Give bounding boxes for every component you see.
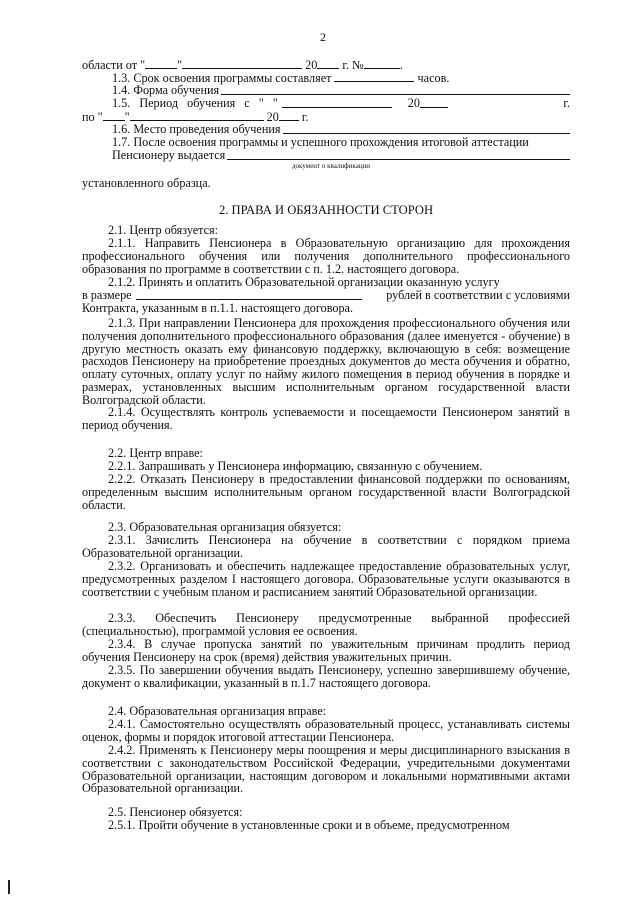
clause-2-4-2: 2.4.2. Применять к Пенсионеру меры поощрения и меры дисциплинарного взыскания в соответствии с законодательством Российской Федерации, учредительными документами Образовательной организации, настоящим договором и локальными нормативными актами Образовательной организации.	[82, 743, 570, 796]
clause-2-2-1: 2.2.1. Запрашивать у Пенсионера информацию, связанную с обучением.	[108, 459, 483, 473]
amount-blank	[136, 289, 362, 300]
page-number: 2	[320, 30, 326, 44]
clause-2-1-2: 2.1.2. Принять и оплатить Образовательной организации оказанную услугу	[108, 275, 500, 289]
day-blank	[145, 58, 177, 69]
clause-1-5: 1.5. Период обучения с " " 20 г.	[112, 97, 570, 110]
clause-1-3: 1.3. Срок освоения программы составляет часов.	[112, 71, 450, 85]
clause-2-4-title: 2.4. Образовательная организация вправе:	[108, 704, 327, 718]
clause-2-3-1: 2.3.1. Зачислить Пенсионера на обучение в соответствии с порядком приема Образовательной организации.	[82, 533, 570, 560]
clause-2-1-2-amount: в размере рублей в соответствии с условиями	[82, 289, 570, 302]
clause-1-7: 1.7. После освоения программы и успешного прохождения итоговой аттестации	[112, 135, 529, 149]
clause-2-3-5: 2.3.5. По завершении обучения выдать Пенсионеру, успешно завершившему обучение, документ о квалификации, указанный в п.1.7 настоящего договора.	[82, 663, 570, 690]
qualification-caption: документ о квалификации	[292, 162, 371, 170]
end-month-blank	[130, 110, 264, 121]
section-heading: 2. ПРАВА И ОБЯЗАННОСТИ СТОРОН	[218, 203, 434, 217]
start-month-blank	[282, 97, 392, 108]
year-blank	[317, 58, 339, 69]
clause-2-1-4: 2.1.4. Осуществлять контроль успеваемости и посещаемости Пенсионером занятий в период обучения.	[82, 405, 570, 432]
clause-2-1-title: 2.1. Центр обязуется:	[108, 223, 219, 237]
qualification-blank	[227, 149, 570, 160]
order-ref-prefix: области от "	[82, 58, 146, 72]
start-year-blank	[420, 97, 448, 108]
place-blank	[283, 123, 571, 134]
clause-2-1-3: 2.1.3. При направлении Пенсионера для прохождения профессионального обучения или получения дополнительного профессионального образования (далее именуется - обучение) в другую местность оказать ему финансовую поддержку, включающую в себя: возмещение расходов Пенсионеру на приобретение проездных документов до места обучения и обратно, оплату суточных, оплату услуг по найму жилого помещения в период обучения в порядке и размерах, установленных высшим исполнительным органом государственной власти Волгоградской области.	[82, 316, 570, 407]
order-ref-line: области от " " 20 г. № .	[82, 58, 403, 72]
clause-2-3-title: 2.3. Образовательная организация обязуется:	[108, 520, 342, 534]
clause-2-5-1: 2.5.1. Пройти обучение в установленные сроки и в объеме, предусмотренном	[108, 819, 510, 832]
clause-2-3-2: 2.3.2. Организовать и обеспечить надлежащее предоставление образовательных услуг, предусмотренных разделом I настоящего договора. Образовательные услуги оказываются в соответствии с учебным планом и расписанием занятий Образовательной организации.	[82, 559, 570, 599]
clause-1-5-end: по " " 20 г.	[82, 110, 309, 124]
number-blank	[364, 58, 400, 69]
end-year-blank	[279, 110, 299, 121]
clause-2-2-2: 2.2.2. Отказать Пенсионеру в предоставлении финансовой поддержки по основаниям, определенным высшим исполнительным органом государственной власти Волгоградской области.	[82, 472, 570, 512]
clause-2-1-1: 2.1.1. Направить Пенсионера в Образовательную организацию для прохождения профессионального обучения или получения дополнительного профессионального образования по программе в соответствии с п. 1.2. настоящего договора.	[82, 236, 570, 276]
clause-2-2-title: 2.2. Центр вправе:	[108, 446, 203, 460]
clause-2-4-1: 2.4.1. Самостоятельно осуществлять образовательный процесс, устанавливать системы оценок, формы и порядок итоговой аттестации Пенсионера.	[82, 717, 570, 744]
month-blank	[182, 58, 302, 69]
clause-2-3-3: 2.3.3. Обеспечить Пенсионеру предусмотренные выбранной профессией (специальностью), программой условия ее освоения.	[82, 611, 570, 638]
clause-1-7-issue: Пенсионеру выдается	[82, 149, 570, 162]
scan-edge-mark	[8, 880, 10, 894]
clause-2-5-title: 2.5. Пенсионер обязуется:	[108, 805, 243, 819]
clause-2-1-2-end: Контракта, указанным в п.1.1. настоящего договора.	[82, 301, 354, 315]
clause-1-7-end: установленного образца.	[82, 176, 211, 190]
hours-blank	[334, 71, 414, 82]
end-day-blank	[103, 110, 125, 121]
clause-1-4: 1.4. Форма обучения	[82, 84, 570, 97]
clause-1-6: 1.6. Место проведения обучения	[82, 123, 570, 136]
clause-2-3-4: 2.3.4. В случае пропуска занятий по уважительным причинам продлить период обучения Пенсионеру на срок (время) действия уважительных причин.	[82, 637, 570, 664]
form-blank	[221, 84, 570, 95]
